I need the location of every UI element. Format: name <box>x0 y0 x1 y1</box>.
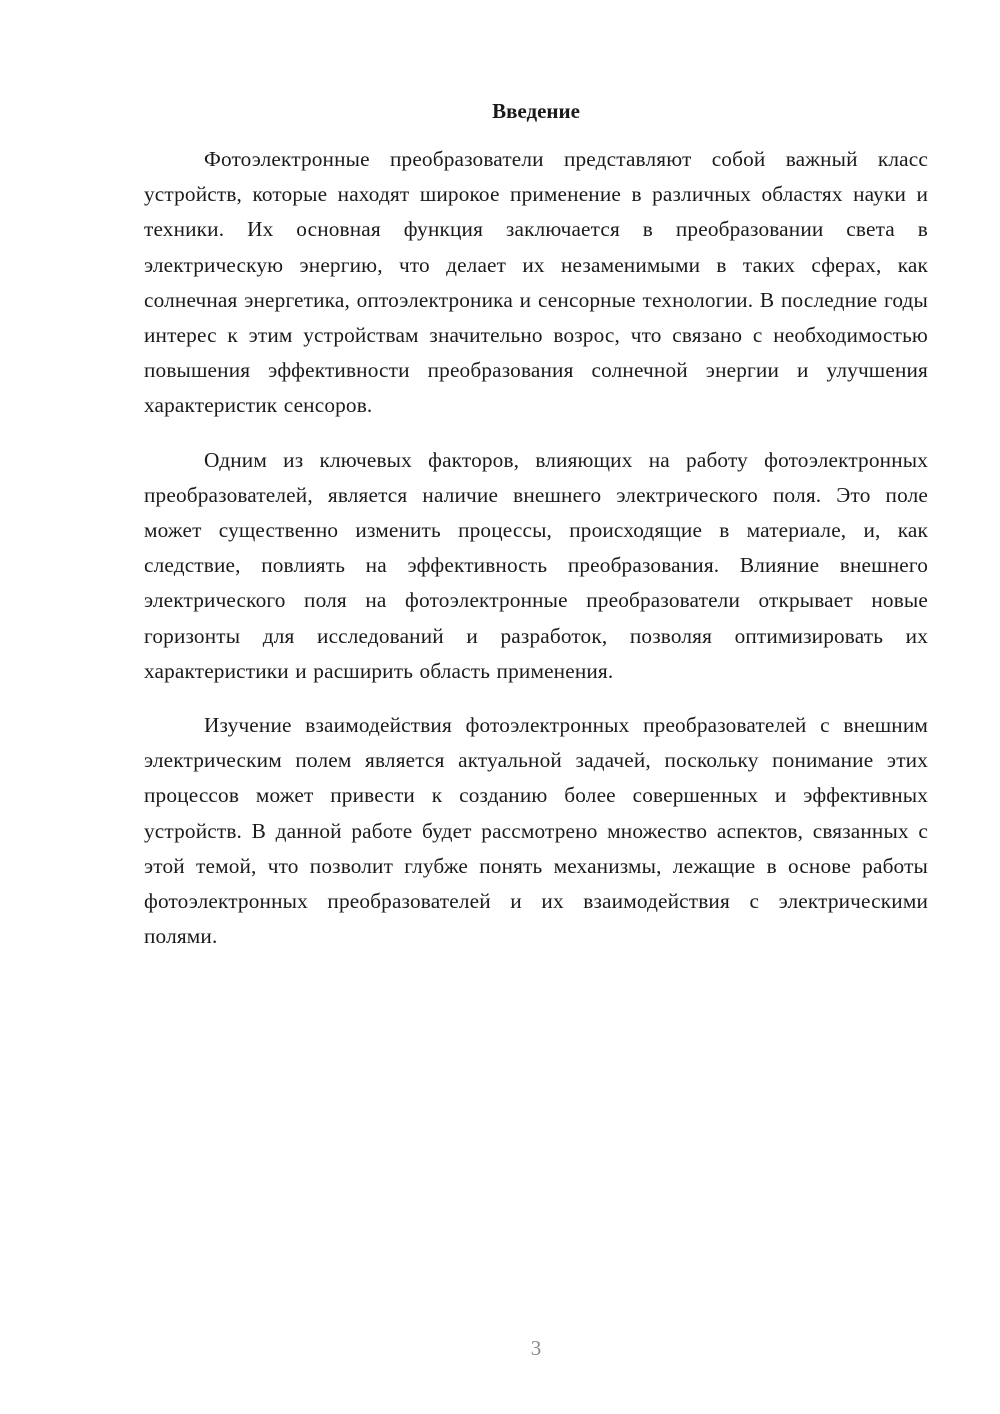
paragraph-2: Одним из ключевых факторов, влияющих на работу фотоэлектронных преобразователей, является наличие внешнего электрического поля. Это поле может существенно изменить процессы, происходящие в материале, и, как следствие, повлиять на эффективность преобразования. Влияние внешнего электрического поля на фотоэлектронные преобразователи открывает новые горизонты для исследований и разработок, позволяя оптимизировать их характеристики и расширить область применения. <box>144 447 928 683</box>
body-text <box>144 142 928 973</box>
page-number: 3 <box>530 1336 542 1360</box>
section-heading: Введение <box>492 99 580 123</box>
paragraph-3: Изучение взаимодействия фотоэлектронных преобразователей с внешним электрическим полем является актуальной задачей, поскольку понимание этих процессов может привести к созданию более совершенных и эффективных устройств. В данной работе будет рассмотрено множество аспектов, связанных с этой темой, что позволит глубже понять механизмы, лежащие в основе работы фотоэлектронных преобразователей и их взаимодействия с электрическими полями. <box>144 713 928 949</box>
paragraph-1: Фотоэлектронные преобразователи представляют собой важный класс устройств, которые находят широкое применение в различных областях науки и техники. Их основная функция заключается в преобразовании света в электрическую энергию, что делает их незаменимыми в таких сферах, как солнечная энергетика, оптоэлектроника и сенсорные технологии. В последние годы интерес к этим устройствам значительно возрос, что связано с необходимостью повышения эффективности преобразования солнечной энергии и улучшения характеристик сенсоров. <box>144 147 928 418</box>
